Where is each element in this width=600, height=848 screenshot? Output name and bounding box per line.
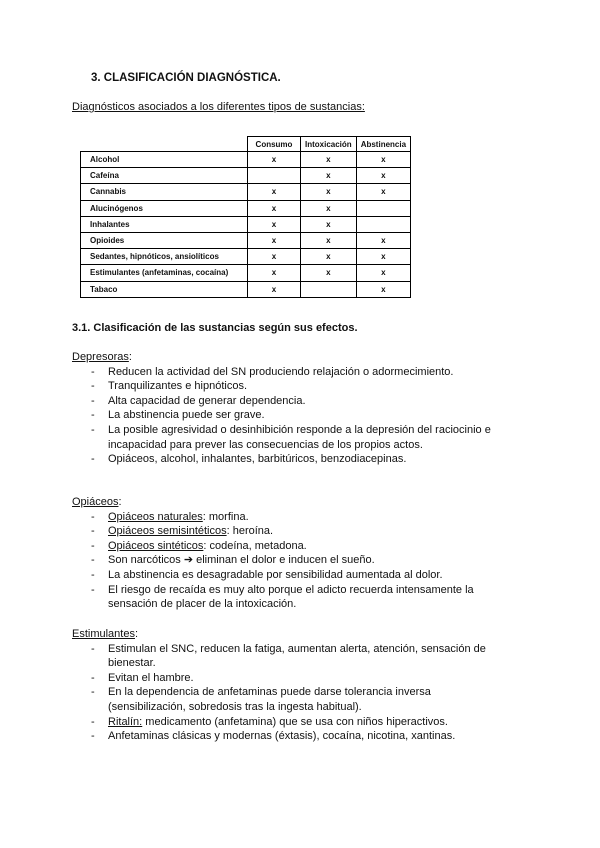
diagnosis-mark: x — [248, 249, 301, 265]
list-item: - Anfetaminas clásicas y modernas (éxtasis), cocaína, nicotina, xantinas. — [91, 730, 456, 743]
header-empty-cell — [81, 137, 248, 152]
depresoras-title: Depresoras — [72, 351, 129, 363]
diagnosis-mark: x — [356, 232, 410, 248]
list-item: - Son narcóticos ➔ eliminan el dolor e inducen el sueño. — [91, 554, 375, 567]
list-item: - La abstinencia es desagradable por sensibilidad aumentada al dolor. — [91, 568, 443, 581]
diagnosis-mark — [248, 168, 301, 184]
table-row — [81, 168, 411, 184]
diagnosis-mark: x — [248, 200, 301, 216]
list-item: - Reducen la actividad del SN produciendo relajación o adormecimiento. — [91, 365, 454, 378]
substance-name: Cannabis — [81, 184, 248, 200]
list-item: - Opiáceos naturales: morfina. — [91, 510, 249, 523]
estimulantes-title: Estimulantes — [72, 628, 135, 640]
table-header-row — [81, 137, 411, 152]
substance-name: Cafeína — [81, 168, 248, 184]
table-row — [81, 184, 411, 200]
diagnosis-mark: x — [248, 216, 301, 232]
table-intro: Diagnósticos asociados a los diferentes tipos de sustancias: — [72, 101, 365, 113]
diagnosis-mark: x — [248, 232, 301, 248]
substance-name: Tabaco — [81, 281, 248, 297]
diagnosis-mark: x — [356, 249, 410, 265]
list-item: - Opiáceos semisintéticos: heroína. — [91, 525, 274, 538]
header-consumo: Consumo — [248, 137, 301, 152]
list-item: - Tranquilizantes e hipnóticos. — [91, 380, 248, 393]
diagnosis-mark: x — [356, 265, 410, 281]
table-row — [81, 216, 411, 232]
table-row — [81, 152, 411, 168]
diagnosis-mark: x — [356, 184, 410, 200]
estimulantes-section: Estimulantes: - Estimulan el SNC, reducen la fatiga, aumentan alerta, atención, sensación de bienestar. - Evitan el hambre. - En la dependencia de anfetaminas puede darse tolerancia inversa (sensibilización, sobredosis tras la ingesta habitual). - Ritalín: medicamento (anfetamina) que se usa con niños hiperactivos. - Anfetaminas clásicas y modernas (éxtasis), cocaína, nicotina, xantinas. — [72, 627, 498, 744]
list-item: - El riesgo de recaída es muy alto porque el adicto recuerda intensamente la sensación de placer de la intoxicación. — [91, 583, 474, 611]
substance-name: Alucinógenos — [81, 200, 248, 216]
diagnosis-mark: x — [301, 216, 357, 232]
substance-diagnosis-table — [80, 136, 411, 298]
substance-name: Sedantes, hipnóticos, ansiolíticos — [81, 249, 248, 265]
opiaceos-section: Opiáceos: - Opiáceos naturales: morfina. - Opiáceos semisintéticos: heroína. - Opiáceos sintéticos: codeína, metadona. - Son narcóticos ➔ eliminan el dolor e inducen el sueño. - La abstinencia es desagradable por sensibilidad aumentada al dolor. - El riesgo de recaída es muy alto porque el adicto recuerda intensamente la sensación de placer de la intoxicación. — [72, 495, 498, 612]
diagnosis-mark — [356, 216, 410, 232]
section-heading: 3. CLASIFICACIÓN DIAGNÓSTICA. — [91, 72, 281, 84]
substance-name: Alcohol — [81, 152, 248, 168]
list-item: - Opiáceos sintéticos: codeína, metadona. — [91, 539, 307, 552]
list-item: - Opiáceos, alcohol, inhalantes, barbitúricos, benzodiacepinas. — [91, 453, 407, 466]
diagnosis-mark: x — [301, 168, 357, 184]
header-abstinencia: Abstinencia — [356, 137, 410, 152]
diagnosis-mark: x — [248, 184, 301, 200]
list-item: - La abstinencia puede ser grave. — [91, 409, 265, 422]
diagnosis-mark: x — [301, 232, 357, 248]
diagnosis-mark: x — [301, 249, 357, 265]
list-item: - Evitan el hambre. — [91, 671, 194, 684]
diagnosis-mark: x — [356, 281, 410, 297]
list-item: - Alta capacidad de generar dependencia. — [91, 394, 306, 407]
diagnosis-mark — [356, 200, 410, 216]
list-item: - Ritalín: medicamento (anfetamina) que se usa con niños hiperactivos. — [91, 715, 448, 728]
list-item: - La posible agresividad o desinhibición responde a la depresión del raciocinio e incapacidad para prever las consecuencias de los propios actos. — [91, 423, 491, 451]
diagnosis-mark: x — [301, 200, 357, 216]
substance-name: Estimulantes (anfetaminas, cocaína) — [81, 265, 248, 281]
diagnosis-mark: x — [248, 152, 301, 168]
subsection-heading: 3.1. Clasificación de las sustancias según sus efectos. — [72, 322, 358, 334]
table-row — [81, 200, 411, 216]
diagnosis-mark: x — [248, 281, 301, 297]
table-row — [81, 232, 411, 248]
list-item: - Estimulan el SNC, reducen la fatiga, aumentan alerta, atención, sensación de bienestar. — [91, 642, 486, 670]
depresoras-section: Depresoras: - Reducen la actividad del SN produciendo relajación o adormecimiento. - Tranquilizantes e hipnóticos. - Alta capacidad de generar dependencia. - La abstinencia puede ser grave. - La posible agresividad o desinhibición responde a la depresión del raciocinio e incapacidad para prever las consecuencias de los propios actos. - Opiáceos, alcohol, inhalantes, barbitúricos, benzodiacepinas. — [72, 350, 498, 467]
list-item: - En la dependencia de anfetaminas puede darse tolerancia inversa (sensibilización, sobredosis tras la ingesta habitual). — [91, 686, 431, 713]
opiaceos-title: Opiáceos — [72, 496, 119, 508]
diagnosis-mark — [301, 281, 357, 297]
diagnosis-mark: x — [301, 265, 357, 281]
substance-name: Inhalantes — [81, 216, 248, 232]
diagnosis-mark: x — [301, 184, 357, 200]
table-row — [81, 265, 411, 281]
diagnosis-mark: x — [301, 152, 357, 168]
diagnosis-mark: x — [356, 168, 410, 184]
table-row — [81, 249, 411, 265]
header-intoxicacion: Intoxicación — [301, 137, 357, 152]
table-row — [81, 281, 411, 297]
diagnosis-mark: x — [248, 265, 301, 281]
diagnosis-mark: x — [356, 152, 410, 168]
substance-name: Opioides — [81, 232, 248, 248]
